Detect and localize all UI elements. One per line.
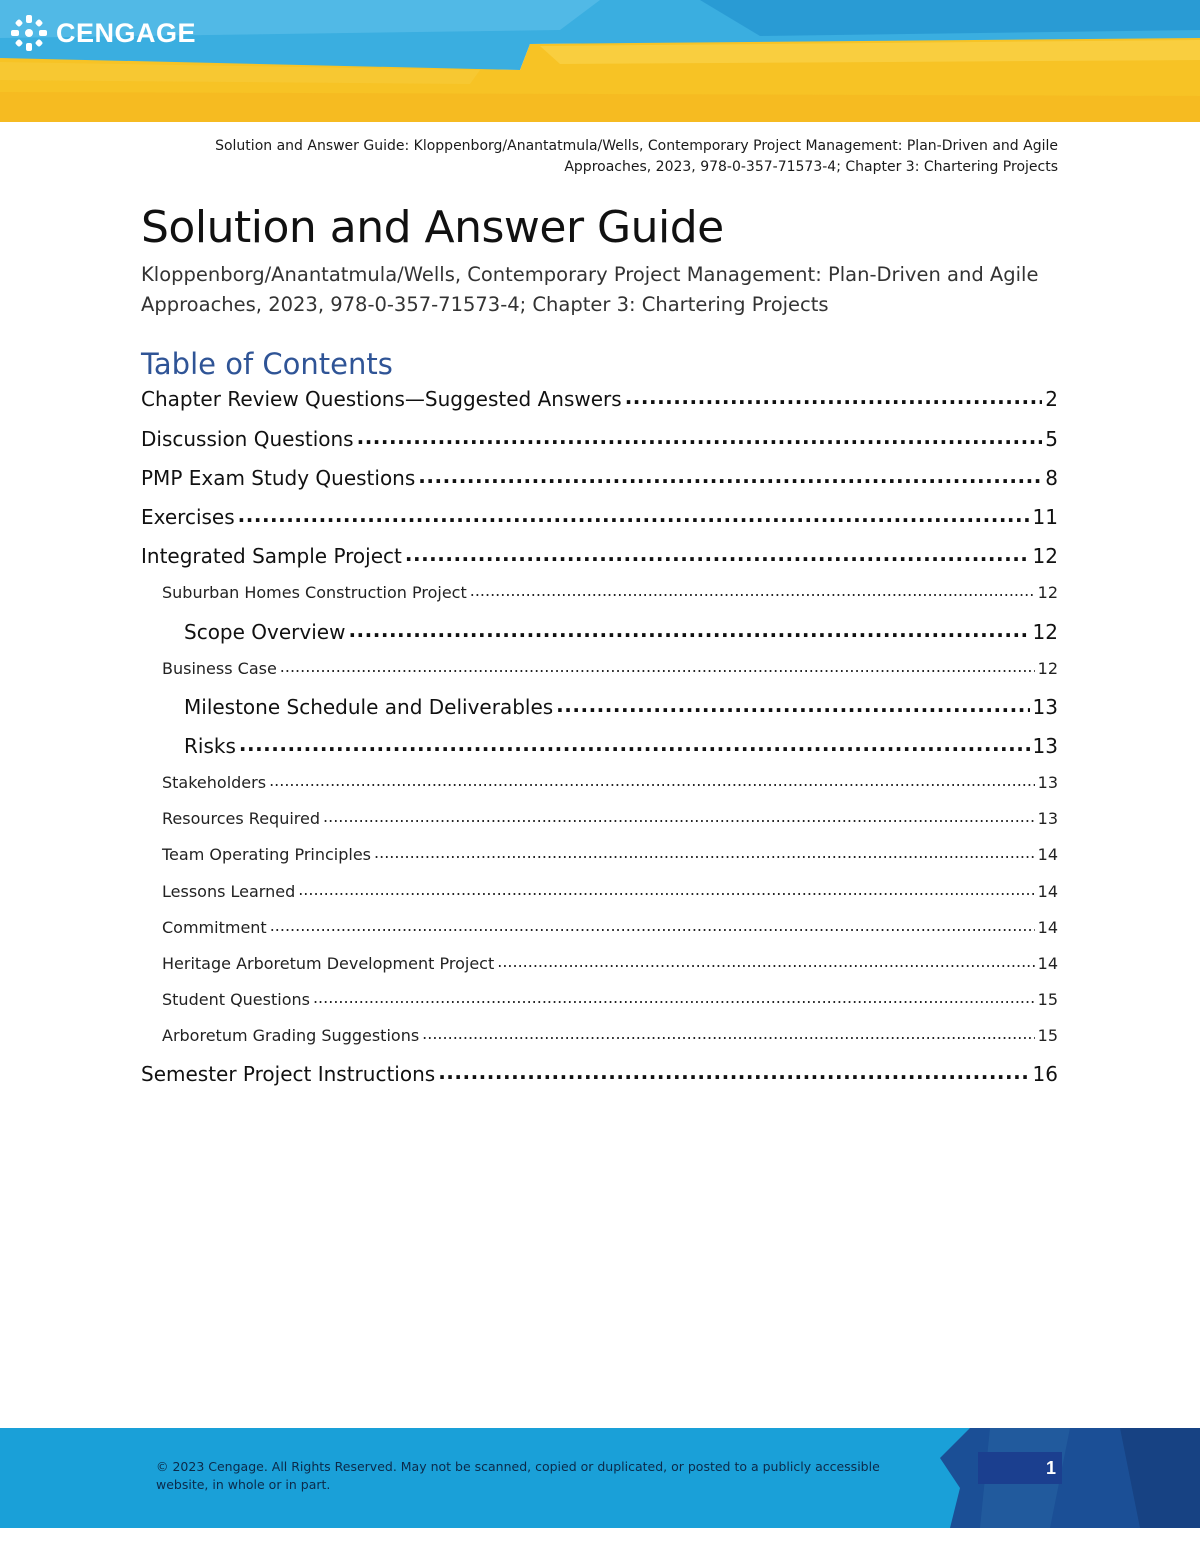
toc-entry-title: Arboretum Grading Suggestions: [162, 1026, 420, 1045]
page-number-badge: [978, 1452, 1062, 1484]
toc-entry[interactable]: [184, 694, 1058, 719]
toc-dot-leader: [422, 1025, 1034, 1041]
toc-entry[interactable]: [162, 808, 1058, 828]
toc-entry-title: Semester Project Instructions: [141, 1062, 436, 1086]
toc-entry-page: 12: [1037, 583, 1058, 602]
toc-dot-leader: [438, 1061, 1029, 1081]
toc-entry[interactable]: [162, 881, 1058, 901]
toc-entry-page: 12: [1032, 544, 1058, 568]
toc-entry-page: 5: [1045, 427, 1058, 451]
toc-dot-leader: [269, 772, 1035, 788]
toc-entry-page: 12: [1032, 620, 1058, 644]
copyright-notice: [156, 1458, 916, 1494]
toc-entry-page: 12: [1037, 659, 1058, 678]
toc-entry-title: Discussion Questions: [141, 427, 354, 451]
cengage-logo: [8, 12, 196, 54]
toc-dot-leader: [418, 465, 1042, 485]
toc-dot-leader: [470, 582, 1035, 598]
toc-entry-title: Scope Overview: [184, 620, 346, 644]
toc-entry[interactable]: [141, 543, 1058, 568]
toc-dot-leader: [239, 733, 1030, 753]
subtitle-line-2: Approaches, 2023, 978-0-357-71573-4; Chapter 3: Chartering Projects: [141, 293, 829, 316]
toc-heading: Table of Contents: [141, 347, 393, 381]
header-banner: [0, 0, 1200, 122]
toc-entry[interactable]: [162, 989, 1058, 1009]
toc-entry[interactable]: [184, 619, 1058, 644]
toc-entry-page: 8: [1045, 466, 1058, 490]
toc-entry[interactable]: [141, 1061, 1058, 1086]
toc-entry[interactable]: [162, 658, 1058, 678]
toc-entry-title: Commitment: [162, 918, 267, 937]
toc-entry-page: 14: [1037, 845, 1058, 864]
toc-entry-page: 13: [1037, 773, 1058, 792]
document-subtitle: [141, 260, 1061, 320]
toc-entry-title: Chapter Review Questions—Suggested Answers: [141, 387, 622, 411]
document-title: Solution and Answer Guide: [141, 202, 724, 253]
logo-text: CENGAGE: [56, 17, 197, 48]
toc-entry-page: 11: [1032, 505, 1058, 529]
toc-dot-leader: [556, 694, 1029, 714]
toc-entry-title: Heritage Arboretum Development Project: [162, 954, 495, 973]
toc-entry-page: 13: [1032, 734, 1058, 758]
toc-entry-page: 13: [1032, 695, 1058, 719]
toc-entry[interactable]: [184, 733, 1058, 758]
toc-dot-leader: [625, 386, 1043, 406]
toc-dot-leader: [298, 881, 1034, 897]
page-number: 1: [1045, 1457, 1056, 1478]
toc-entry-title: Milestone Schedule and Deliverables: [184, 695, 554, 719]
toc-dot-leader: [238, 504, 1030, 524]
toc-dot-leader: [280, 658, 1035, 674]
toc-entry[interactable]: [141, 504, 1058, 529]
toc-entry[interactable]: [162, 582, 1058, 602]
subtitle-line-1: Kloppenborg/Anantatmula/Wells, Contemporary Project Management: Plan-Driven and Agile: [141, 263, 1039, 286]
running-header: [138, 136, 1058, 178]
toc-entry-title: Stakeholders: [162, 773, 267, 792]
toc-entry[interactable]: [141, 386, 1058, 411]
footer-artwork: [930, 1428, 1200, 1528]
toc-entry-page: 13: [1037, 809, 1058, 828]
toc-entry-title: Business Case: [162, 659, 277, 678]
toc-entry[interactable]: [162, 917, 1058, 937]
toc-entry[interactable]: [141, 465, 1058, 490]
toc-entry-title: Student Questions: [162, 990, 310, 1009]
toc-dot-leader: [270, 917, 1035, 933]
toc-dot-leader: [497, 953, 1034, 969]
toc-entry[interactable]: [162, 772, 1058, 792]
toc-dot-leader: [323, 808, 1035, 824]
toc-entry-title: Integrated Sample Project: [141, 544, 402, 568]
toc-entry[interactable]: [162, 844, 1058, 864]
toc-entry-page: 15: [1037, 990, 1058, 1009]
copyright-line-2: website, in whole or in part.: [156, 1477, 331, 1492]
running-header-line-2: Approaches, 2023, 978-0-357-71573-4; Chapter 3: Chartering Projects: [564, 159, 1058, 175]
copyright-line-1: © 2023 Cengage. All Rights Reserved. May not be scanned, copied or duplicated, or posted to a publicly accessible: [156, 1459, 880, 1474]
cengage-logo-icon: [8, 12, 50, 54]
toc-entry-title: PMP Exam Study Questions: [141, 466, 416, 490]
toc-dot-leader: [405, 543, 1030, 563]
toc-entry[interactable]: [162, 953, 1058, 973]
toc-entry-title: Suburban Homes Construction Project: [162, 583, 467, 602]
toc-entry-page: 14: [1037, 882, 1058, 901]
running-header-line-1: Solution and Answer Guide: Kloppenborg/Anantatmula/Wells, Contemporary Project Management: Plan-Driven and Agile: [215, 138, 1058, 154]
toc-entry[interactable]: [141, 426, 1058, 451]
toc-entry-page: 15: [1037, 1026, 1058, 1045]
toc-entry-page: 14: [1037, 954, 1058, 973]
toc-dot-leader: [357, 426, 1043, 446]
toc-entry-title: Team Operating Principles: [162, 845, 372, 864]
toc-entry-title: Lessons Learned: [162, 882, 296, 901]
toc-dot-leader: [313, 989, 1035, 1005]
toc-entry[interactable]: [162, 1025, 1058, 1045]
toc-entry-page: 2: [1045, 387, 1058, 411]
toc-dot-leader: [348, 619, 1029, 639]
toc-entry-page: 16: [1032, 1062, 1058, 1086]
toc-entry-page: 14: [1037, 918, 1058, 937]
toc-dot-leader: [374, 844, 1035, 860]
toc-entry-title: Exercises: [141, 505, 235, 529]
toc-entry-title: Resources Required: [162, 809, 321, 828]
toc-entry-title: Risks: [184, 734, 236, 758]
